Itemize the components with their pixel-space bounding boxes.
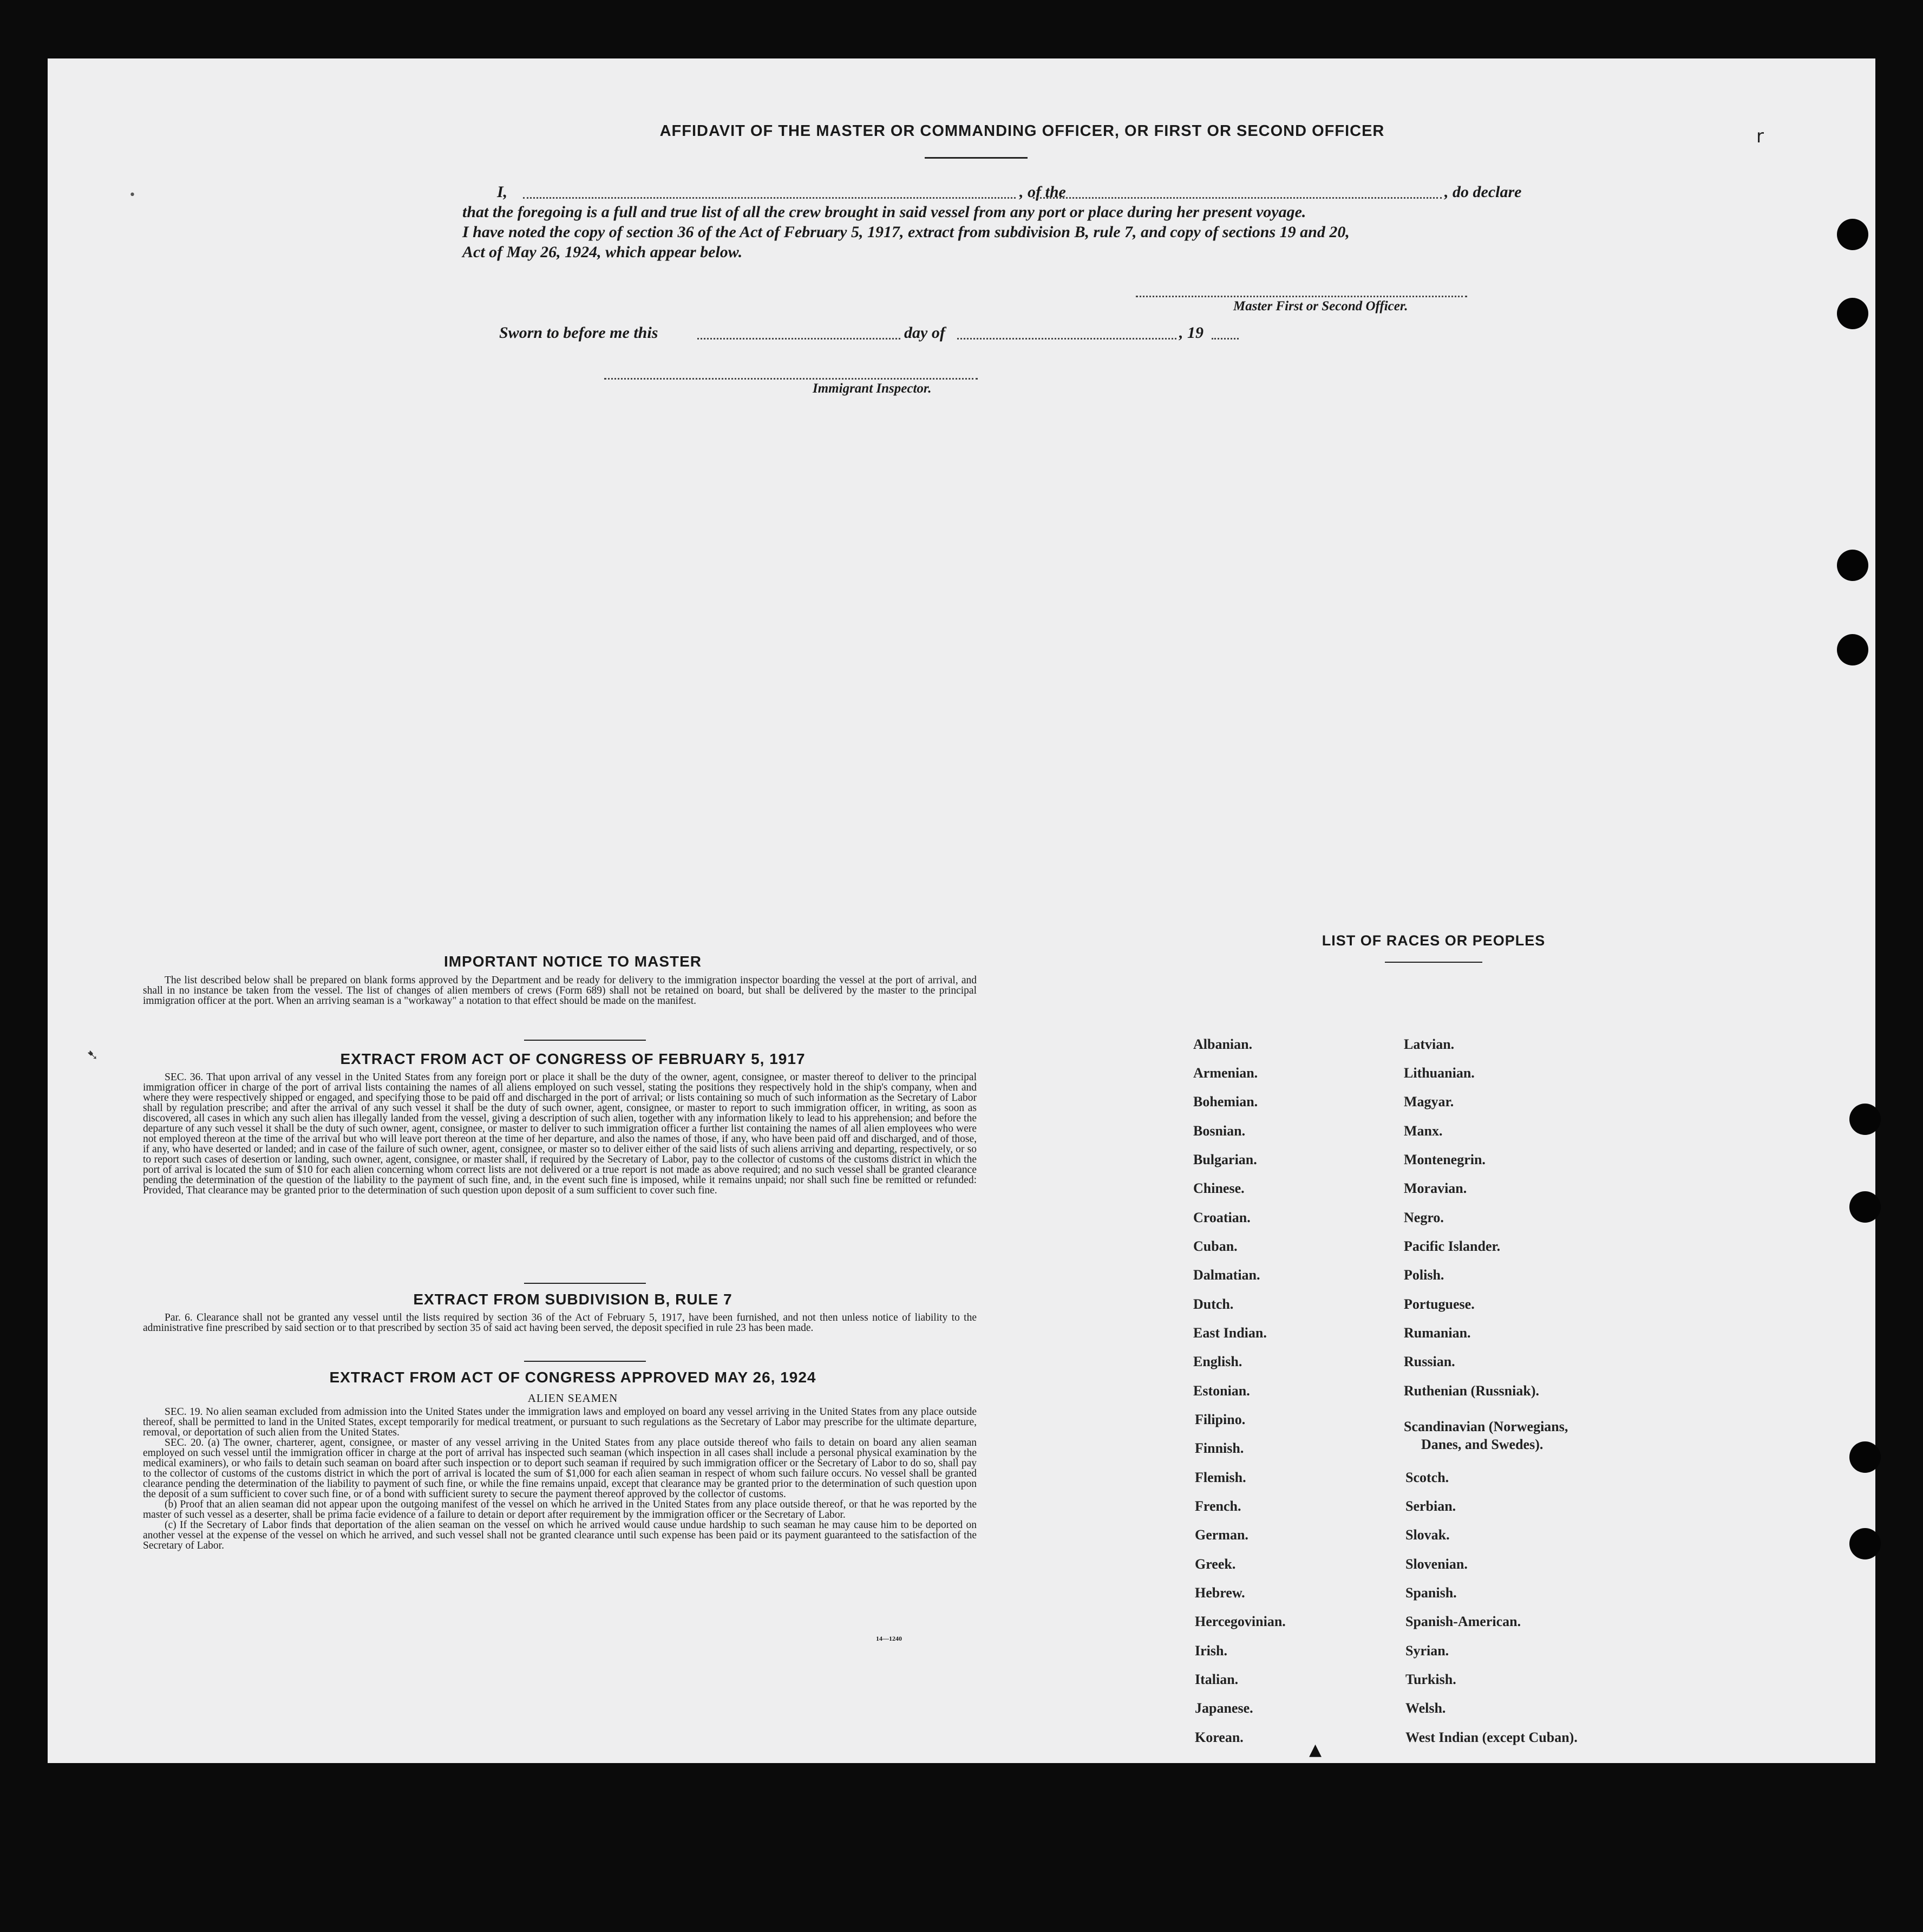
affidavit-line-3: I have noted the copy of section 36 of the Act of February 5, 1917, extract from subdivision B, rule 7, and copy of sections 19 and 20, (462, 223, 1350, 241)
race-item: Manx. (1404, 1123, 1443, 1139)
race-item: Latvian. (1404, 1036, 1455, 1052)
notice-separator (524, 1040, 646, 1041)
race-item: Spanish-American. (1405, 1614, 1521, 1629)
race-item: Danes, and Swedes). (1421, 1437, 1543, 1452)
sworn-day-blank[interactable] (697, 338, 900, 340)
race-item: Rumanian. (1404, 1325, 1471, 1341)
affidavit-of-the-label: , of the (1019, 183, 1066, 201)
race-item: East Indian. (1193, 1325, 1267, 1341)
race-item: German. (1195, 1527, 1248, 1543)
rule7-text: Par. 6. Clearance shall not be granted any vessel until the lists required by section 36 of the Act of February 5, 1917, have been furnished, and not then unless notice of liability to the administrative fine prescribed by said section or to that prescribed by section 35 of said act having been served, the deposit specified in rule 23 has been made. (143, 1312, 977, 1334)
binder-hole (1837, 634, 1868, 665)
notice-text: The list described below shall be prepared on blank forms approved by the Department and be ready for delivery to the immigration inspector boarding the vessel at the port of arrival, and shall in no instance be taken from the vessel. The list of changes of alien members of crews (Form 689) shall not be retained on board, but shall be delivered by the master to the principal immigration officer at the port. When an arriving seaman is a "workaway" a notation to that effect should be made on the manifest. (143, 975, 977, 1007)
race-item: Flemish. (1195, 1470, 1246, 1485)
race-item: Irish. (1195, 1643, 1227, 1659)
race-item: Polish. (1404, 1267, 1444, 1283)
binder-hole (1837, 219, 1868, 250)
extract-1924-title: EXTRACT FROM ACT OF CONGRESS APPROVED MAY 26, 1924 (329, 1369, 816, 1386)
name-blank[interactable] (523, 197, 1016, 199)
rule7-separator (524, 1361, 646, 1362)
race-item: Russian. (1404, 1354, 1455, 1369)
race-item: English. (1193, 1354, 1242, 1369)
race-item: Slovak. (1405, 1527, 1450, 1543)
race-item: Portuguese. (1404, 1296, 1475, 1312)
binder-hole (1837, 298, 1868, 329)
race-item: Croatian. (1193, 1210, 1251, 1225)
affidavit-line-4: Act of May 26, 1924, which appear below. (462, 243, 743, 261)
races-title-underline (1385, 962, 1482, 963)
title-underline (925, 157, 1028, 159)
race-item: Estonian. (1193, 1383, 1250, 1399)
notice-title: IMPORTANT NOTICE TO MASTER (443, 953, 702, 970)
race-item: Scotch. (1405, 1470, 1449, 1485)
race-item: Pacific Islander. (1404, 1238, 1501, 1254)
race-item: Korean. (1195, 1729, 1244, 1745)
form-number: 14—1240 (876, 1635, 902, 1642)
master-signature-blank[interactable] (1136, 296, 1467, 297)
race-item: Syrian. (1405, 1643, 1449, 1659)
race-item: Ruthenian (Russniak). (1404, 1383, 1539, 1399)
race-item: Finnish. (1195, 1440, 1244, 1456)
stray-mark: ➷ (87, 1047, 99, 1063)
race-item: Montenegrin. (1404, 1152, 1486, 1167)
binder-hole (1849, 1528, 1881, 1559)
race-item: Turkish. (1405, 1672, 1456, 1687)
race-item: Serbian. (1405, 1498, 1456, 1514)
extract-1917-separator (524, 1283, 646, 1284)
sworn-year-blank[interactable] (1212, 338, 1239, 340)
race-item: Japanese. (1195, 1700, 1253, 1716)
inspector-signature-blank[interactable] (604, 378, 978, 380)
race-item: Armenian. (1193, 1065, 1258, 1081)
binder-hole (1849, 1191, 1881, 1223)
race-item: Italian. (1195, 1672, 1239, 1687)
race-item: Dalmatian. (1193, 1267, 1260, 1283)
race-item: Albanian. (1193, 1036, 1253, 1052)
race-item: West Indian (except Cuban). (1405, 1729, 1578, 1745)
sworn-month-blank[interactable] (957, 338, 1176, 340)
rule7-title: EXTRACT FROM SUBDIVISION B, RULE 7 (413, 1291, 732, 1308)
race-item: Magyar. (1404, 1094, 1454, 1109)
race-item: Chinese. (1193, 1180, 1245, 1196)
race-item: Dutch. (1193, 1296, 1234, 1312)
binder-hole (1849, 1104, 1881, 1135)
race-item: Welsh. (1405, 1700, 1446, 1716)
race-item: Bosnian. (1193, 1123, 1246, 1139)
race-item: Slovenian. (1405, 1556, 1468, 1572)
year-label: , 19 (1179, 324, 1203, 342)
race-item: Bohemian. (1193, 1094, 1258, 1109)
race-item: Filipino. (1195, 1412, 1246, 1427)
day-of-label: day of (904, 324, 945, 342)
race-item: Bulgarian. (1193, 1152, 1257, 1167)
sec-20a: SEC. 20. (a) The owner, charterer, agent, consignee, or master of any vessel arriving in the United States from any place outside thereof who fails to detain on board any alien seaman employed on such vessel until the immigration officer in charge at the port of arrival has inspected such seaman (which inspection in all cases shall include a personal physical examination by the medical examiners), or who fails to detain such seaman on board after such inspection or to deport such seaman if required by such immigration officer or the Secretary of Labor to do so, shall pay to the collector of customs of the customs district in which the port of arrival is located the sum of $1,000 for each alien seaman in respect of whom such failure occurs. No vessel shall be granted clearance pending the determination of the liability to payment of such fine, or while the fine remains unpaid, except that clearance may be granted prior to the determination of such question upon the deposit of a sum sufficient to cover such fine, or of a bond with sufficient surety to secure the payment thereof approved by the collector of customs. (143, 1437, 977, 1500)
extract-1917-text: SEC. 36. That upon arrival of any vessel in the United States from any foreign port or place it shall be the duty of the owner, agent, consignee, or master thereof to deliver to the principal immigration officer in charge of the port of arrival lists containing the names of all aliens employed on such vessel, stating the positions they respectively hold in the ship's company, when and where they were respectively shipped or engaged, and specifying those to be paid off and discharged in the port of arrival; or lists containing so much of such information as the Secretary of Labor shall by regulation prescribe; and after the arrival of any such vessel it shall be the duty of such owner, agent, consignee, or master to report to such immigration officer, in writing, as soon as discovered, all cases in which any such alien has illegally landed from the vessel, giving a description of such alien, together with any information likely to lead to his apprehension; and before the departure of any such vessel it shall be the duty of such owner, agent, consignee, or master to deliver to such immigration officer a further list containing the names of all alien employees who were not employed thereon at the time of the arrival but who will leave port thereon at the time of her departure, and also the names of those, if any, who have been paid off and discharged, and of those, if any, who have deserted or landed; and in case of the failure of such owner, agent, consignee, or master so to deliver either of the said lists of such aliens arriving and departing, respectively, or so to report such cases of desertion or landing, such owner, agent, consignee, or master shall, if required by the Secretary of Labor, pay to the collector of customs of the customs district in which the port of arrival is located the sum of $10 for each alien concerning whom correct lists are not delivered or a true report is not made as above required; and no such vessel shall be granted clearance pending the determination of the question of the liability to the payment of such fine, and, in the event such fine is imposed, while it remains unpaid; nor shall such fine be remitted or refunded: Provided, That clearance may be granted prior to the determination of such question upon deposit of a sum sufficient to cover such fine. (143, 1072, 977, 1196)
extract-1924-text (143, 1407, 977, 1551)
stray-mark: r (1756, 126, 1764, 147)
document-sheet (48, 58, 1875, 1763)
race-item: Negro. (1404, 1210, 1444, 1225)
sec-19: SEC. 19. No alien seaman excluded from admission into the United States under the immigration laws and employed on board any vessel arriving in the United States from any place outside thereof, shall be permitted to land in the United States, except temporarily for medical treatment, or pursuant to such regulations as the Secretary of Labor may prescribe for the ultimate departure, removal, or deportation of such alien from the United States. (143, 1406, 977, 1438)
race-item: Spanish. (1405, 1585, 1457, 1601)
binder-hole (1849, 1441, 1881, 1473)
sec-20c: (c) If the Secretary of Labor finds that deportation of the alien seaman on the vessel on which he arrived would cause undue hardship to such seaman he may cause him to be deported on another vessel at the expense of the vessel on which he arrived, and such vessel shall not be granted clearance until such expense has been paid or its payment guaranteed to the satisfaction of the Secretary of Labor. (143, 1519, 977, 1551)
alien-seamen-subtitle: ALIEN SEAMEN (527, 1392, 618, 1405)
master-signature-label: Master First or Second Officer. (1233, 299, 1408, 314)
affidavit-line-2: that the foregoing is a full and true list of all the crew brought in said vessel from any port or place during her present voyage. (462, 203, 1306, 221)
extract-1917-title: EXTRACT FROM ACT OF CONGRESS OF FEBRUARY 5, 1917 (340, 1050, 806, 1067)
binder-hole (1837, 550, 1868, 581)
affidavit-do-declare-label: , do declare (1444, 183, 1522, 201)
race-item: Moravian. (1404, 1180, 1467, 1196)
vessel-blank[interactable] (1033, 197, 1442, 199)
race-item: Scandinavian (Norwegians, (1404, 1419, 1568, 1434)
stray-mark: ▲ (1309, 1740, 1322, 1759)
affidavit-i-label: I, (497, 183, 508, 201)
race-item: Hercegovinian. (1195, 1614, 1286, 1629)
race-item: Cuban. (1193, 1238, 1238, 1254)
stray-mark: • (129, 188, 136, 202)
race-item: Greek. (1195, 1556, 1236, 1572)
sworn-label: Sworn to before me this (499, 324, 658, 342)
inspector-label: Immigrant Inspector. (813, 381, 932, 396)
races-title: LIST OF RACES OR PEOPLES (1322, 932, 1546, 949)
race-item: Hebrew. (1195, 1585, 1245, 1601)
sec-20b: (b) Proof that an alien seaman did not appear upon the outgoing manifest of the vessel on which he arrived in the United States from any place outside thereof, or that he was reported by the master of such vessel as a deserter, shall be prima facie evidence of a failure to detain or deport after requirement by the immigration officer or the Secretary of Labor. (143, 1499, 977, 1520)
race-item: French. (1195, 1498, 1241, 1514)
race-item: Lithuanian. (1404, 1065, 1475, 1081)
affidavit-title: AFFIDAVIT OF THE MASTER OR COMMANDING OFFICER, OR FIRST OR SECOND OFFICER (659, 122, 1385, 140)
